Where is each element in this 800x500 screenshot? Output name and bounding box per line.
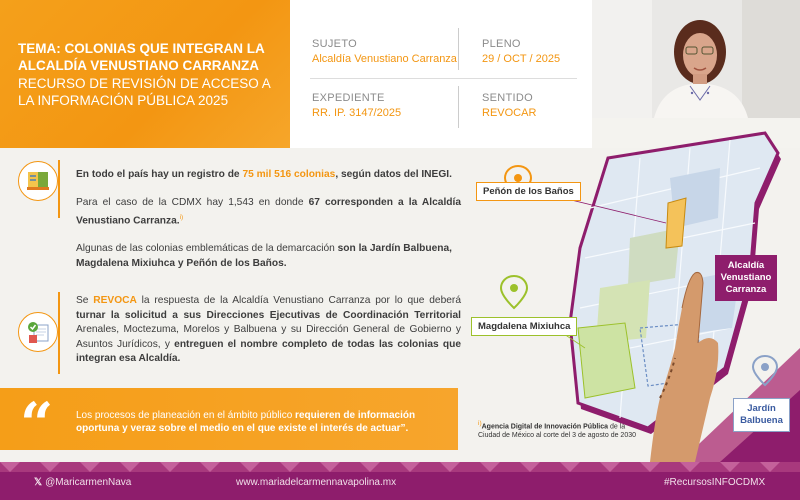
footnote-marker: i) [179, 213, 184, 221]
map-book-icon [18, 161, 58, 201]
x-logo-icon: 𝕏 [34, 477, 43, 488]
cdmx-text-lead: Para el caso de la CDMX hay 1,543 en donde [76, 197, 309, 208]
source-agency: Agencia Digital de Innovación Pública [481, 423, 609, 431]
emblematic-paragraph [76, 242, 461, 271]
sentido-label: SENTIDO [482, 92, 533, 104]
case-info-panel [290, 0, 592, 148]
resolution-text-bold: entreguen el nombre completo de todas las colonias que integran esa Alcaldía. [76, 338, 461, 364]
accent-line [58, 160, 60, 218]
quote-text [76, 409, 446, 435]
cdmx-paragraph [76, 196, 461, 228]
sujeto-label: SUJETO [312, 38, 357, 50]
footer [0, 462, 800, 500]
divider [310, 78, 577, 79]
pleno-label: PLENO [482, 38, 521, 50]
quote-band [0, 388, 458, 458]
hashtag-text: #RecursosINFOCDMX [664, 477, 766, 488]
resolution-paragraph [76, 294, 461, 367]
sujeto-value: Alcaldía Venustiano Carranza [312, 53, 457, 65]
video-feed [592, 0, 800, 118]
pleno-field [482, 38, 560, 65]
footer-pattern [0, 462, 800, 472]
sentido-value: REVOCAR [482, 107, 537, 119]
website-link[interactable]: www.mariadelcarmennavapolina.mx [236, 477, 397, 488]
twitter-link[interactable] [34, 477, 131, 488]
divider [458, 86, 459, 128]
topic-subtitle: RECURSO DE REVISIÓN DE ACCESO A LA INFORMACIÓN PÚBLICA 2025 [18, 76, 271, 108]
expediente-value: RR. IP. 3147/2025 [312, 107, 402, 119]
revoca-highlight: REVOCA [93, 295, 137, 306]
quote-text-lead: Los procesos de planeación en el ámbito público [76, 410, 296, 421]
alcaldia-label: Alcaldía Venustiano Carranza [715, 255, 777, 301]
twitter-handle: @MaricarmenNava [45, 477, 132, 488]
magdalena-zone [578, 323, 635, 398]
inegi-text-lead: En todo el país hay un registro de [76, 169, 243, 180]
resolution-text-bold: turnar la solicitud a sus Direcciones Ejecutivas de Coordinación Territorial [76, 309, 461, 321]
document-check-icon [18, 312, 58, 352]
emblematic-text-bold: son la Jardín Balbuena, Magdalena Mixiuhca y Peñón de los Baños. [76, 243, 452, 269]
topic-header [0, 0, 290, 148]
quote-mark-icon: “ [20, 390, 54, 458]
divider [458, 28, 459, 70]
emblematic-text-lead: Algunas de las colonias emblemáticas de la demarcación [76, 243, 338, 254]
resolution-text-mid: Arenales, Moctezuma, Morelos y Balbuena y su Dirección General de Gobierno y Asuntos Jurídicos, y [76, 324, 461, 350]
expediente-field [312, 92, 401, 119]
magdalena-pin-icon [501, 276, 527, 308]
source-note [478, 419, 638, 440]
resolution-text-mid: la respuesta de la Alcaldía Venustiano Carranza por lo que deberá [136, 295, 461, 306]
resolution-text-lead: Se [76, 295, 94, 306]
inegi-paragraph [76, 168, 456, 183]
presenter-image [592, 0, 800, 118]
colonias-count-highlight: 75 mil 516 colonias [242, 169, 336, 180]
cdmx-text-bold: 67 corresponden a la Alcaldía Venustiano Carranza. [76, 197, 462, 226]
magdalena-label: Magdalena Mixiuhca [471, 317, 577, 336]
source-detail: de la Ciudad de México al corte del 3 de agosto de 2030 [478, 423, 636, 440]
quote-text-bold: requieren de información oportuna y veraz sobre el medio en el que existe el interés de actuar”. [76, 410, 416, 434]
jardin-label: Jardín Balbuena [733, 398, 790, 432]
inegi-text-tail: , según datos del INEGI. [335, 169, 452, 180]
topic-title: TEMA: COLONIAS QUE INTEGRAN LA ALCALDÍA VENUSTIANO CARRANZA [18, 41, 265, 73]
expediente-label: EXPEDIENTE [312, 92, 385, 104]
sentido-field [482, 92, 536, 119]
sujeto-field [312, 38, 457, 65]
penon-label: Peñón de los Baños [476, 182, 581, 201]
pleno-value: 29 / OCT / 2025 [482, 53, 561, 65]
accent-line [58, 292, 60, 374]
footnote-marker: i) [478, 420, 482, 427]
